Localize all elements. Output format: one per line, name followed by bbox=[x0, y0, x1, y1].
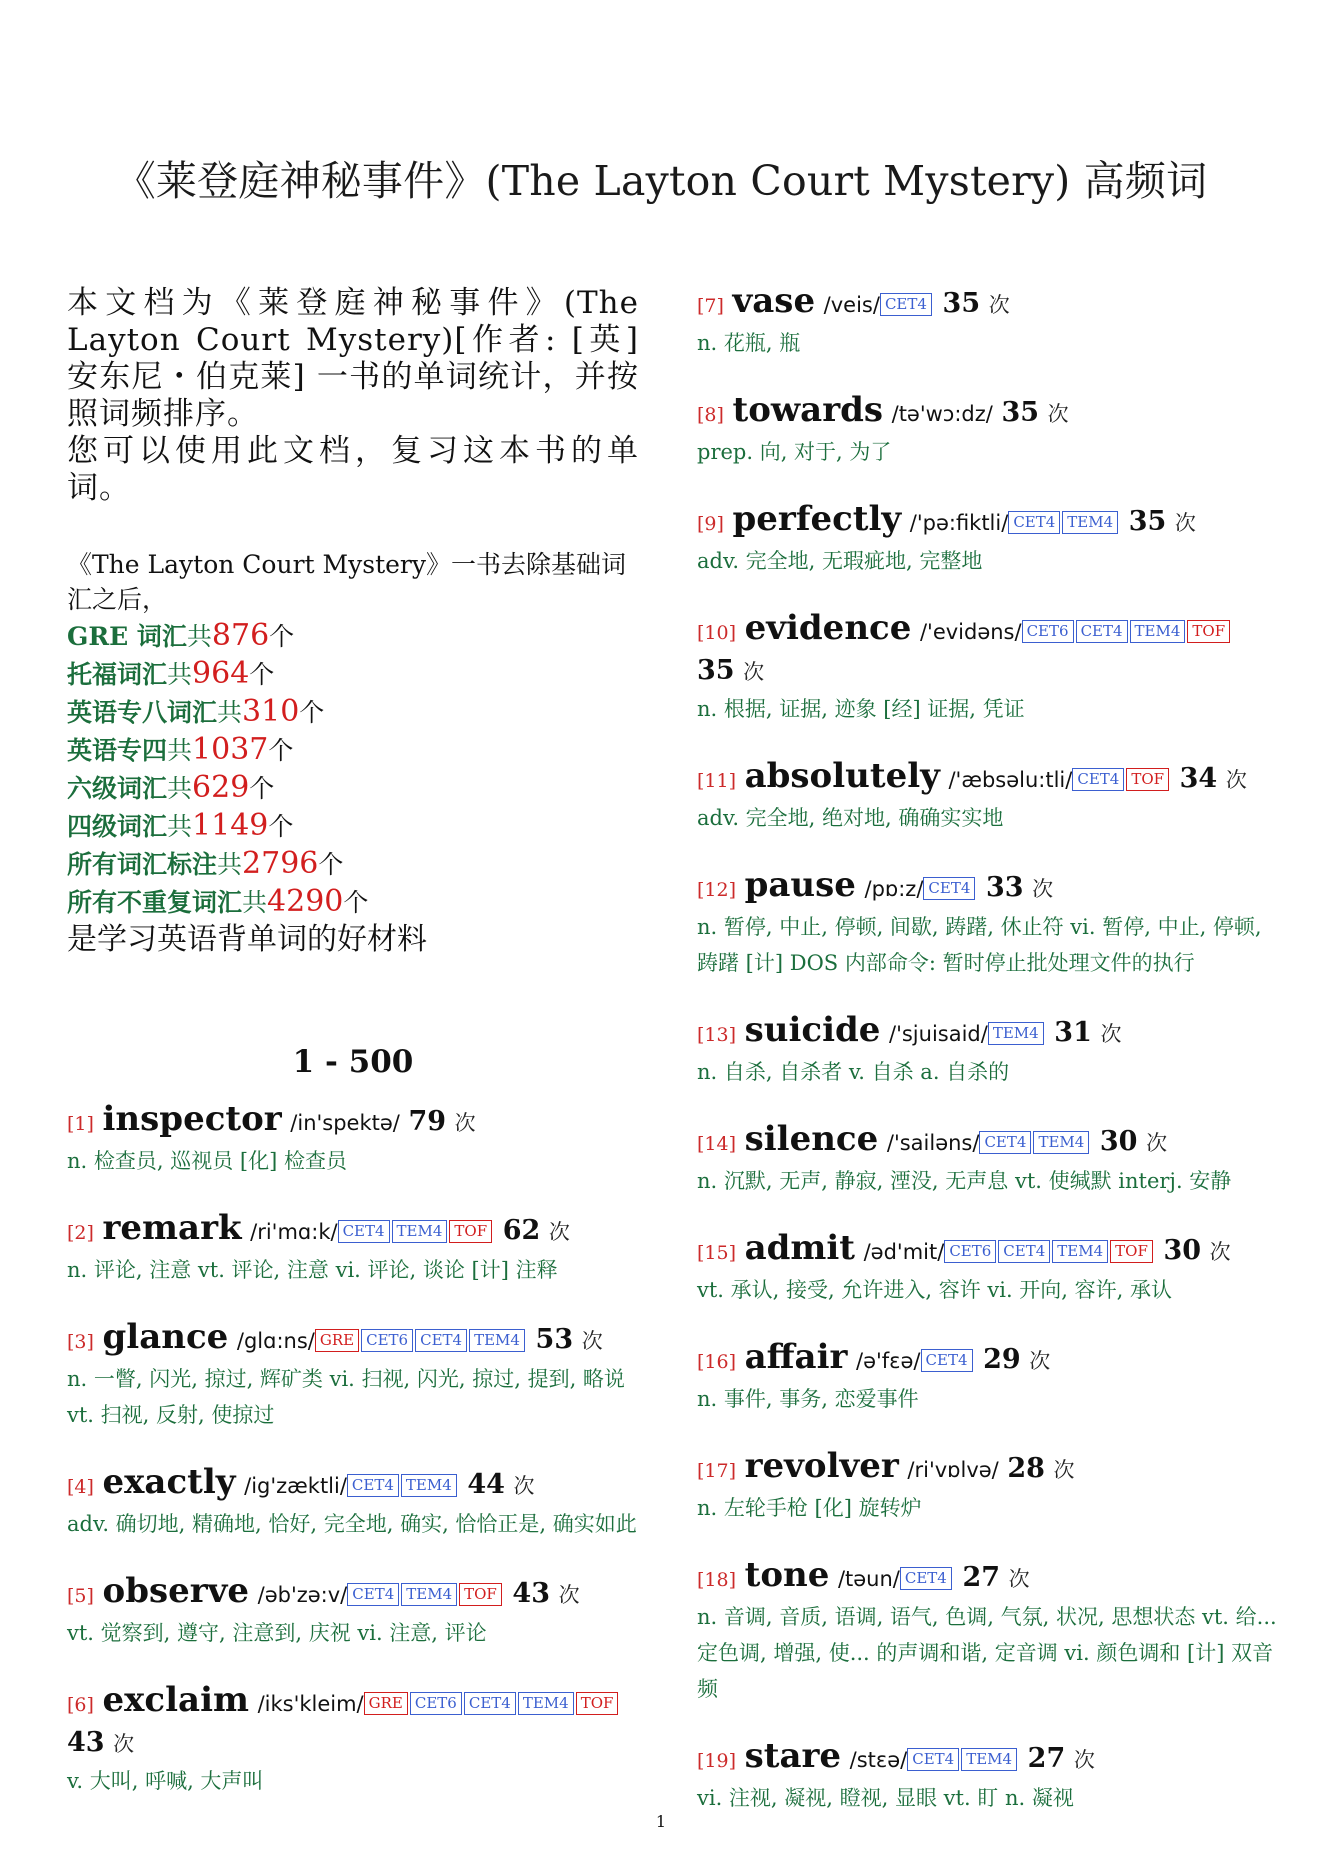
stat-label: 英语专八词汇 bbox=[67, 698, 218, 727]
entry-phonetic: /in'spektə/ bbox=[290, 1111, 400, 1135]
exam-tag: CET4 bbox=[900, 1567, 952, 1590]
stat-count: 964 bbox=[192, 656, 250, 691]
entry-header bbox=[697, 1011, 1277, 1054]
stat-connector: 共 bbox=[167, 812, 193, 841]
word-entry bbox=[697, 609, 1277, 727]
entry-phonetic: /stɛə/ bbox=[849, 1748, 908, 1772]
exam-tag: CET4 bbox=[347, 1474, 399, 1497]
count-suffix: 次 bbox=[1047, 402, 1069, 426]
stat-unit: 个 bbox=[299, 698, 325, 727]
stat-unit: 个 bbox=[249, 660, 275, 689]
entry-phonetic: /iks'kleim/ bbox=[257, 1692, 364, 1716]
entry-header bbox=[697, 609, 1277, 691]
entry-index: [13] bbox=[697, 1024, 737, 1046]
count-suffix: 次 bbox=[743, 660, 765, 684]
exam-tag: CET4 bbox=[979, 1131, 1031, 1154]
entry-header bbox=[67, 1209, 639, 1252]
entry-count: 35 bbox=[1128, 506, 1167, 537]
stat-count: 1149 bbox=[192, 808, 269, 843]
stat-row bbox=[67, 769, 639, 807]
entry-word: absolutely bbox=[744, 756, 940, 796]
stat-label: 四级词汇 bbox=[67, 812, 168, 841]
entry-definition: n. 一瞥, 闪光, 掠过, 辉矿类 vi. 扫视, 闪光, 掠过, 提到, 略说 vt. 扫视, 反射, 使掠过 bbox=[67, 1367, 625, 1427]
entry-header bbox=[697, 500, 1277, 543]
entry-index: [19] bbox=[697, 1750, 737, 1772]
count-suffix: 次 bbox=[1146, 1131, 1168, 1155]
count-suffix: 次 bbox=[1053, 1458, 1075, 1482]
word-entry bbox=[67, 1463, 639, 1542]
entry-word: pause bbox=[744, 865, 856, 905]
stat-connector: 共 bbox=[242, 888, 268, 917]
count-suffix: 次 bbox=[1209, 1240, 1231, 1264]
word-entry bbox=[67, 1318, 639, 1433]
exam-tag: TEM4 bbox=[1052, 1240, 1108, 1263]
entry-definition: n. 音调, 音质, 语调, 语气, 色调, 气氛, 状况, 思想状态 vt. 给... 定色调, 增强, 使... 的声调和谐, 定音调 vi. 颜色调和 [计] 双音频 bbox=[697, 1605, 1277, 1701]
entry-phonetic: /təun/ bbox=[837, 1567, 900, 1591]
entry-definition: adv. 完全地, 无瑕疵地, 完整地 bbox=[697, 549, 983, 573]
entry-phonetic: /ri'vɒlvə/ bbox=[907, 1458, 999, 1482]
entry-phonetic: /glɑ:ns/ bbox=[236, 1329, 315, 1353]
right-column bbox=[697, 282, 1277, 1846]
intro-summary: 《The Layton Court Mystery》一书去除基础词汇之后， bbox=[67, 550, 626, 614]
entry-count: 27 bbox=[1027, 1743, 1066, 1774]
entry-word: inspector bbox=[102, 1099, 282, 1139]
entry-definition: v. 大叫, 呼喊, 大声叫 bbox=[67, 1769, 264, 1793]
entry-count: 43 bbox=[512, 1578, 550, 1609]
stat-count: 4290 bbox=[267, 884, 344, 919]
entry-definition: n. 左轮手枪 [化] 旋转炉 bbox=[697, 1496, 922, 1520]
stat-connector: 共 bbox=[167, 774, 193, 803]
count-suffix: 次 bbox=[454, 1111, 476, 1135]
stat-row bbox=[67, 731, 639, 769]
exam-tag: TEM4 bbox=[401, 1474, 457, 1497]
stat-label: 六级词汇 bbox=[67, 774, 168, 803]
stat-count: 629 bbox=[192, 770, 250, 805]
entry-index: [8] bbox=[697, 404, 724, 426]
count-suffix: 次 bbox=[1225, 768, 1247, 792]
entry-count: 31 bbox=[1054, 1017, 1092, 1048]
entry-definition: n. 沉默, 无声, 静寂, 湮没, 无声息 vt. 使缄默 interj. 安静 bbox=[697, 1169, 1232, 1193]
entry-count: 27 bbox=[962, 1562, 1001, 1593]
stats-list bbox=[67, 617, 639, 921]
exam-tag: CET4 bbox=[880, 293, 932, 316]
entry-count: 79 bbox=[408, 1106, 447, 1137]
entry-index: [4] bbox=[67, 1476, 94, 1498]
stat-unit: 个 bbox=[318, 850, 344, 879]
exam-tag: CET4 bbox=[338, 1220, 390, 1243]
entry-header bbox=[697, 1120, 1277, 1163]
entry-definition: n. 根据, 证据, 迹象 [经] 证据, 凭证 bbox=[697, 697, 1025, 721]
intro-review-note: 您可以使用此文档，复习这本书的单词。 bbox=[67, 433, 639, 506]
count-suffix: 次 bbox=[1174, 511, 1196, 535]
entry-phonetic: /pɒ:z/ bbox=[864, 877, 924, 901]
entry-count: 35 bbox=[1001, 397, 1040, 428]
count-suffix: 次 bbox=[1032, 877, 1054, 901]
stat-row bbox=[67, 617, 639, 655]
exam-tag: CET4 bbox=[347, 1583, 399, 1606]
entry-word: admit bbox=[744, 1228, 856, 1268]
entry-phonetic: /əb'zə:v/ bbox=[257, 1583, 348, 1607]
entry-phonetic: /veis/ bbox=[823, 293, 880, 317]
page-title: 《莱登庭神秘事件》(The Layton Court Mystery) 高频词 bbox=[114, 157, 1208, 205]
entry-definition: n. 暂停, 中止, 停顿, 间歇, 踌躇, 休止符 vi. 暂停, 中止, 停顿, 踌躇 [计] DOS 内部命令: 暂时停止批处理文件的执行 bbox=[697, 915, 1262, 975]
exam-tag: CET4 bbox=[415, 1329, 467, 1352]
entry-phonetic: /'sjuisaid/ bbox=[889, 1022, 988, 1046]
word-entry bbox=[697, 1338, 1277, 1417]
count-suffix: 次 bbox=[548, 1220, 570, 1244]
exam-tag: CET6 bbox=[410, 1692, 462, 1715]
entry-header bbox=[697, 757, 1277, 800]
entry-index: [18] bbox=[697, 1569, 737, 1591]
stat-label: GRE 词汇 bbox=[67, 622, 187, 651]
entry-count: 53 bbox=[535, 1324, 574, 1355]
entry-count: 29 bbox=[983, 1344, 1021, 1375]
count-suffix: 次 bbox=[1029, 1349, 1051, 1373]
exam-tag: GRE bbox=[315, 1329, 359, 1352]
entry-phonetic: /tə'wɔ:dz/ bbox=[891, 402, 993, 426]
entry-word: glance bbox=[102, 1317, 229, 1357]
exam-tag: TEM4 bbox=[988, 1022, 1044, 1045]
entry-index: [7] bbox=[697, 295, 724, 317]
left-column bbox=[67, 285, 639, 1829]
stat-label: 英语专四 bbox=[67, 736, 168, 765]
stat-count: 2796 bbox=[242, 846, 319, 881]
entry-definition: adv. 确切地, 精确地, 恰好, 完全地, 确实, 恰恰正是, 确实如此 bbox=[67, 1512, 637, 1536]
entry-count: 62 bbox=[502, 1215, 541, 1246]
entry-count: 35 bbox=[697, 655, 735, 686]
entry-definition: n. 检查员, 巡视员 [化] 检查员 bbox=[67, 1149, 347, 1173]
entry-word: perfectly bbox=[732, 499, 902, 539]
stat-unit: 个 bbox=[268, 812, 294, 841]
word-entry bbox=[697, 866, 1277, 981]
word-entry bbox=[697, 1556, 1277, 1707]
entry-word: towards bbox=[732, 390, 884, 430]
word-entry bbox=[697, 500, 1277, 579]
entry-word: vase bbox=[732, 281, 816, 321]
stat-unit: 个 bbox=[343, 888, 369, 917]
intro-paragraph: 本文档为《莱登庭神秘事件》(The Layton Court Mystery)[作者: [英] 安东尼・伯克莱] 一书的单词统计，并按照词频排序。 bbox=[67, 285, 639, 432]
entry-definition: prep. 向, 对于, 为了 bbox=[697, 440, 892, 464]
entry-definition: n. 事件, 事务, 恋爱事件 bbox=[697, 1387, 919, 1411]
entry-definition: adv. 完全地, 绝对地, 确确实实地 bbox=[697, 806, 1004, 830]
entry-word: remark bbox=[102, 1208, 242, 1248]
entry-index: [11] bbox=[697, 770, 737, 792]
entry-phonetic: /'sailəns/ bbox=[886, 1131, 980, 1155]
exam-tag: TEM4 bbox=[961, 1748, 1017, 1771]
entry-header bbox=[67, 1100, 639, 1143]
word-entry bbox=[697, 391, 1277, 470]
entry-index: [3] bbox=[67, 1331, 94, 1353]
entry-phonetic: /ə'fɛə/ bbox=[856, 1349, 921, 1373]
entry-header bbox=[697, 391, 1277, 434]
exam-tag: CET4 bbox=[1008, 511, 1060, 534]
entry-word: tone bbox=[744, 1555, 830, 1595]
exam-tag: TOF bbox=[449, 1220, 492, 1243]
exam-tag: CET4 bbox=[907, 1748, 959, 1771]
entry-index: [12] bbox=[697, 879, 737, 901]
entry-definition: vt. 承认, 接受, 允许进入, 容许 vi. 开向, 容许, 承认 bbox=[697, 1278, 1173, 1302]
exam-tag: CET6 bbox=[944, 1240, 996, 1263]
entry-phonetic: /əd'mit/ bbox=[863, 1240, 945, 1264]
entry-index: [2] bbox=[67, 1222, 94, 1244]
entry-phonetic: /'evidəns/ bbox=[919, 620, 1022, 644]
word-entry bbox=[697, 1447, 1277, 1526]
entries-left bbox=[67, 1100, 639, 1799]
stat-connector: 共 bbox=[167, 736, 193, 765]
count-suffix: 次 bbox=[1100, 1022, 1122, 1046]
stat-unit: 个 bbox=[249, 774, 275, 803]
exam-tag: TEM4 bbox=[1062, 511, 1118, 534]
entry-word: exactly bbox=[102, 1462, 236, 1502]
word-entry bbox=[67, 1100, 639, 1179]
word-entry bbox=[67, 1681, 639, 1799]
stat-label: 所有不重复词汇 bbox=[67, 888, 243, 917]
count-suffix: 次 bbox=[1073, 1748, 1095, 1772]
stat-connector: 共 bbox=[217, 850, 243, 879]
entry-word: suicide bbox=[744, 1010, 881, 1050]
entry-count: 30 bbox=[1099, 1126, 1138, 1157]
entry-phonetic: /ig'zæktli/ bbox=[244, 1474, 347, 1498]
entry-definition: vt. 觉察到, 遵守, 注意到, 庆祝 vi. 注意, 评论 bbox=[67, 1621, 487, 1645]
word-entry bbox=[697, 1737, 1277, 1816]
entry-count: 28 bbox=[1007, 1453, 1045, 1484]
word-entry bbox=[697, 1229, 1277, 1308]
entry-count: 34 bbox=[1179, 763, 1218, 794]
word-entry bbox=[67, 1572, 639, 1651]
exam-tag: CET4 bbox=[921, 1349, 973, 1372]
entry-index: [5] bbox=[67, 1585, 94, 1607]
entry-index: [17] bbox=[697, 1460, 737, 1482]
stat-connector: 共 bbox=[186, 622, 212, 651]
entry-header bbox=[697, 1556, 1277, 1599]
exam-tag: CET6 bbox=[361, 1329, 413, 1352]
exam-tag: TEM4 bbox=[1033, 1131, 1089, 1154]
stat-unit: 个 bbox=[268, 736, 294, 765]
stat-label: 所有词汇标注 bbox=[67, 850, 218, 879]
entry-index: [1] bbox=[67, 1113, 94, 1135]
stat-row bbox=[67, 693, 639, 731]
word-entry bbox=[697, 757, 1277, 836]
entry-header bbox=[697, 1338, 1277, 1381]
exam-tag: TEM4 bbox=[1130, 620, 1186, 643]
stat-label: 托福词汇 bbox=[67, 660, 168, 689]
entry-index: [6] bbox=[67, 1694, 94, 1716]
count-suffix: 次 bbox=[1008, 1567, 1030, 1591]
entry-header bbox=[67, 1572, 639, 1615]
entry-index: [14] bbox=[697, 1133, 737, 1155]
entry-definition: n. 评论, 注意 vt. 评论, 注意 vi. 评论, 谈论 [计] 注释 bbox=[67, 1258, 558, 1282]
entry-index: [15] bbox=[697, 1242, 737, 1264]
entry-index: [9] bbox=[697, 513, 724, 535]
entry-word: revolver bbox=[744, 1446, 899, 1486]
entry-count: 33 bbox=[986, 872, 1024, 903]
entry-definition: vi. 注视, 凝视, 瞪视, 显眼 vt. 盯 n. 凝视 bbox=[697, 1786, 1074, 1810]
stat-row bbox=[67, 807, 639, 845]
entry-header bbox=[67, 1463, 639, 1506]
stat-unit: 个 bbox=[269, 622, 295, 651]
count-suffix: 次 bbox=[513, 1474, 535, 1498]
word-entry bbox=[697, 1120, 1277, 1199]
entry-definition: n. 花瓶, 瓶 bbox=[697, 331, 801, 355]
word-entry bbox=[67, 1209, 639, 1288]
exam-tag: CET4 bbox=[923, 877, 975, 900]
stat-connector: 共 bbox=[167, 660, 193, 689]
entry-phonetic: /'pə:fiktli/ bbox=[909, 511, 1009, 535]
exam-tag: CET4 bbox=[998, 1240, 1050, 1263]
page-number: 1 bbox=[655, 1812, 667, 1831]
exam-tag: CET4 bbox=[464, 1692, 516, 1715]
entry-header bbox=[67, 1318, 639, 1361]
entry-index: [16] bbox=[697, 1351, 737, 1373]
stat-count: 310 bbox=[242, 694, 300, 729]
stat-count: 876 bbox=[211, 618, 270, 653]
exam-tag: TEM4 bbox=[469, 1329, 525, 1352]
exam-tag: TOF bbox=[459, 1583, 502, 1606]
entry-word: evidence bbox=[744, 608, 912, 648]
exam-tag: GRE bbox=[364, 1692, 408, 1715]
exam-tag: CET4 bbox=[1072, 768, 1124, 791]
exam-tag: TOF bbox=[1187, 620, 1230, 643]
entry-count: 30 bbox=[1163, 1235, 1202, 1266]
entry-phonetic: /'æbsəlu:tli/ bbox=[948, 768, 1073, 792]
word-entry bbox=[697, 282, 1277, 361]
count-suffix: 次 bbox=[113, 1732, 135, 1756]
entry-header bbox=[697, 866, 1277, 909]
entry-header bbox=[697, 1447, 1277, 1490]
stat-count: 1037 bbox=[192, 732, 269, 767]
exam-tag: CET4 bbox=[1076, 620, 1128, 643]
entry-phonetic: /ri'mɑ:k/ bbox=[250, 1220, 338, 1244]
stat-connector: 共 bbox=[217, 698, 243, 727]
entry-word: exclaim bbox=[102, 1680, 249, 1720]
entry-index: [10] bbox=[697, 622, 737, 644]
exam-tag: TEM4 bbox=[518, 1692, 574, 1715]
exam-tag: TOF bbox=[1110, 1240, 1153, 1263]
entry-word: observe bbox=[102, 1571, 250, 1611]
entry-word: stare bbox=[744, 1736, 842, 1776]
entry-header bbox=[697, 1737, 1277, 1780]
entry-count: 35 bbox=[942, 288, 981, 319]
closing-line: 是学习英语背单词的好材料 bbox=[67, 922, 427, 957]
entry-header bbox=[697, 282, 1277, 325]
entries-right bbox=[697, 282, 1277, 1816]
word-entry bbox=[697, 1011, 1277, 1090]
exam-tag: CET6 bbox=[1022, 620, 1074, 643]
stat-row bbox=[67, 883, 639, 921]
exam-tag: TEM4 bbox=[401, 1583, 457, 1606]
count-suffix: 次 bbox=[558, 1583, 580, 1607]
count-suffix: 次 bbox=[581, 1329, 603, 1353]
stat-row bbox=[67, 845, 639, 883]
entry-count: 43 bbox=[67, 1727, 105, 1758]
entry-word: silence bbox=[744, 1119, 879, 1159]
exam-tag: TOF bbox=[576, 1692, 619, 1715]
entry-word: affair bbox=[744, 1337, 848, 1377]
count-suffix: 次 bbox=[988, 293, 1010, 317]
entry-definition: n. 自杀, 自杀者 v. 自杀 a. 自杀的 bbox=[697, 1060, 1010, 1084]
range-heading: 1 - 500 bbox=[292, 1044, 414, 1080]
exam-tag: TEM4 bbox=[392, 1220, 448, 1243]
entry-header bbox=[67, 1681, 639, 1763]
stat-row bbox=[67, 655, 639, 693]
entry-count: 44 bbox=[467, 1469, 505, 1500]
entry-header bbox=[697, 1229, 1277, 1272]
exam-tag: TOF bbox=[1126, 768, 1169, 791]
